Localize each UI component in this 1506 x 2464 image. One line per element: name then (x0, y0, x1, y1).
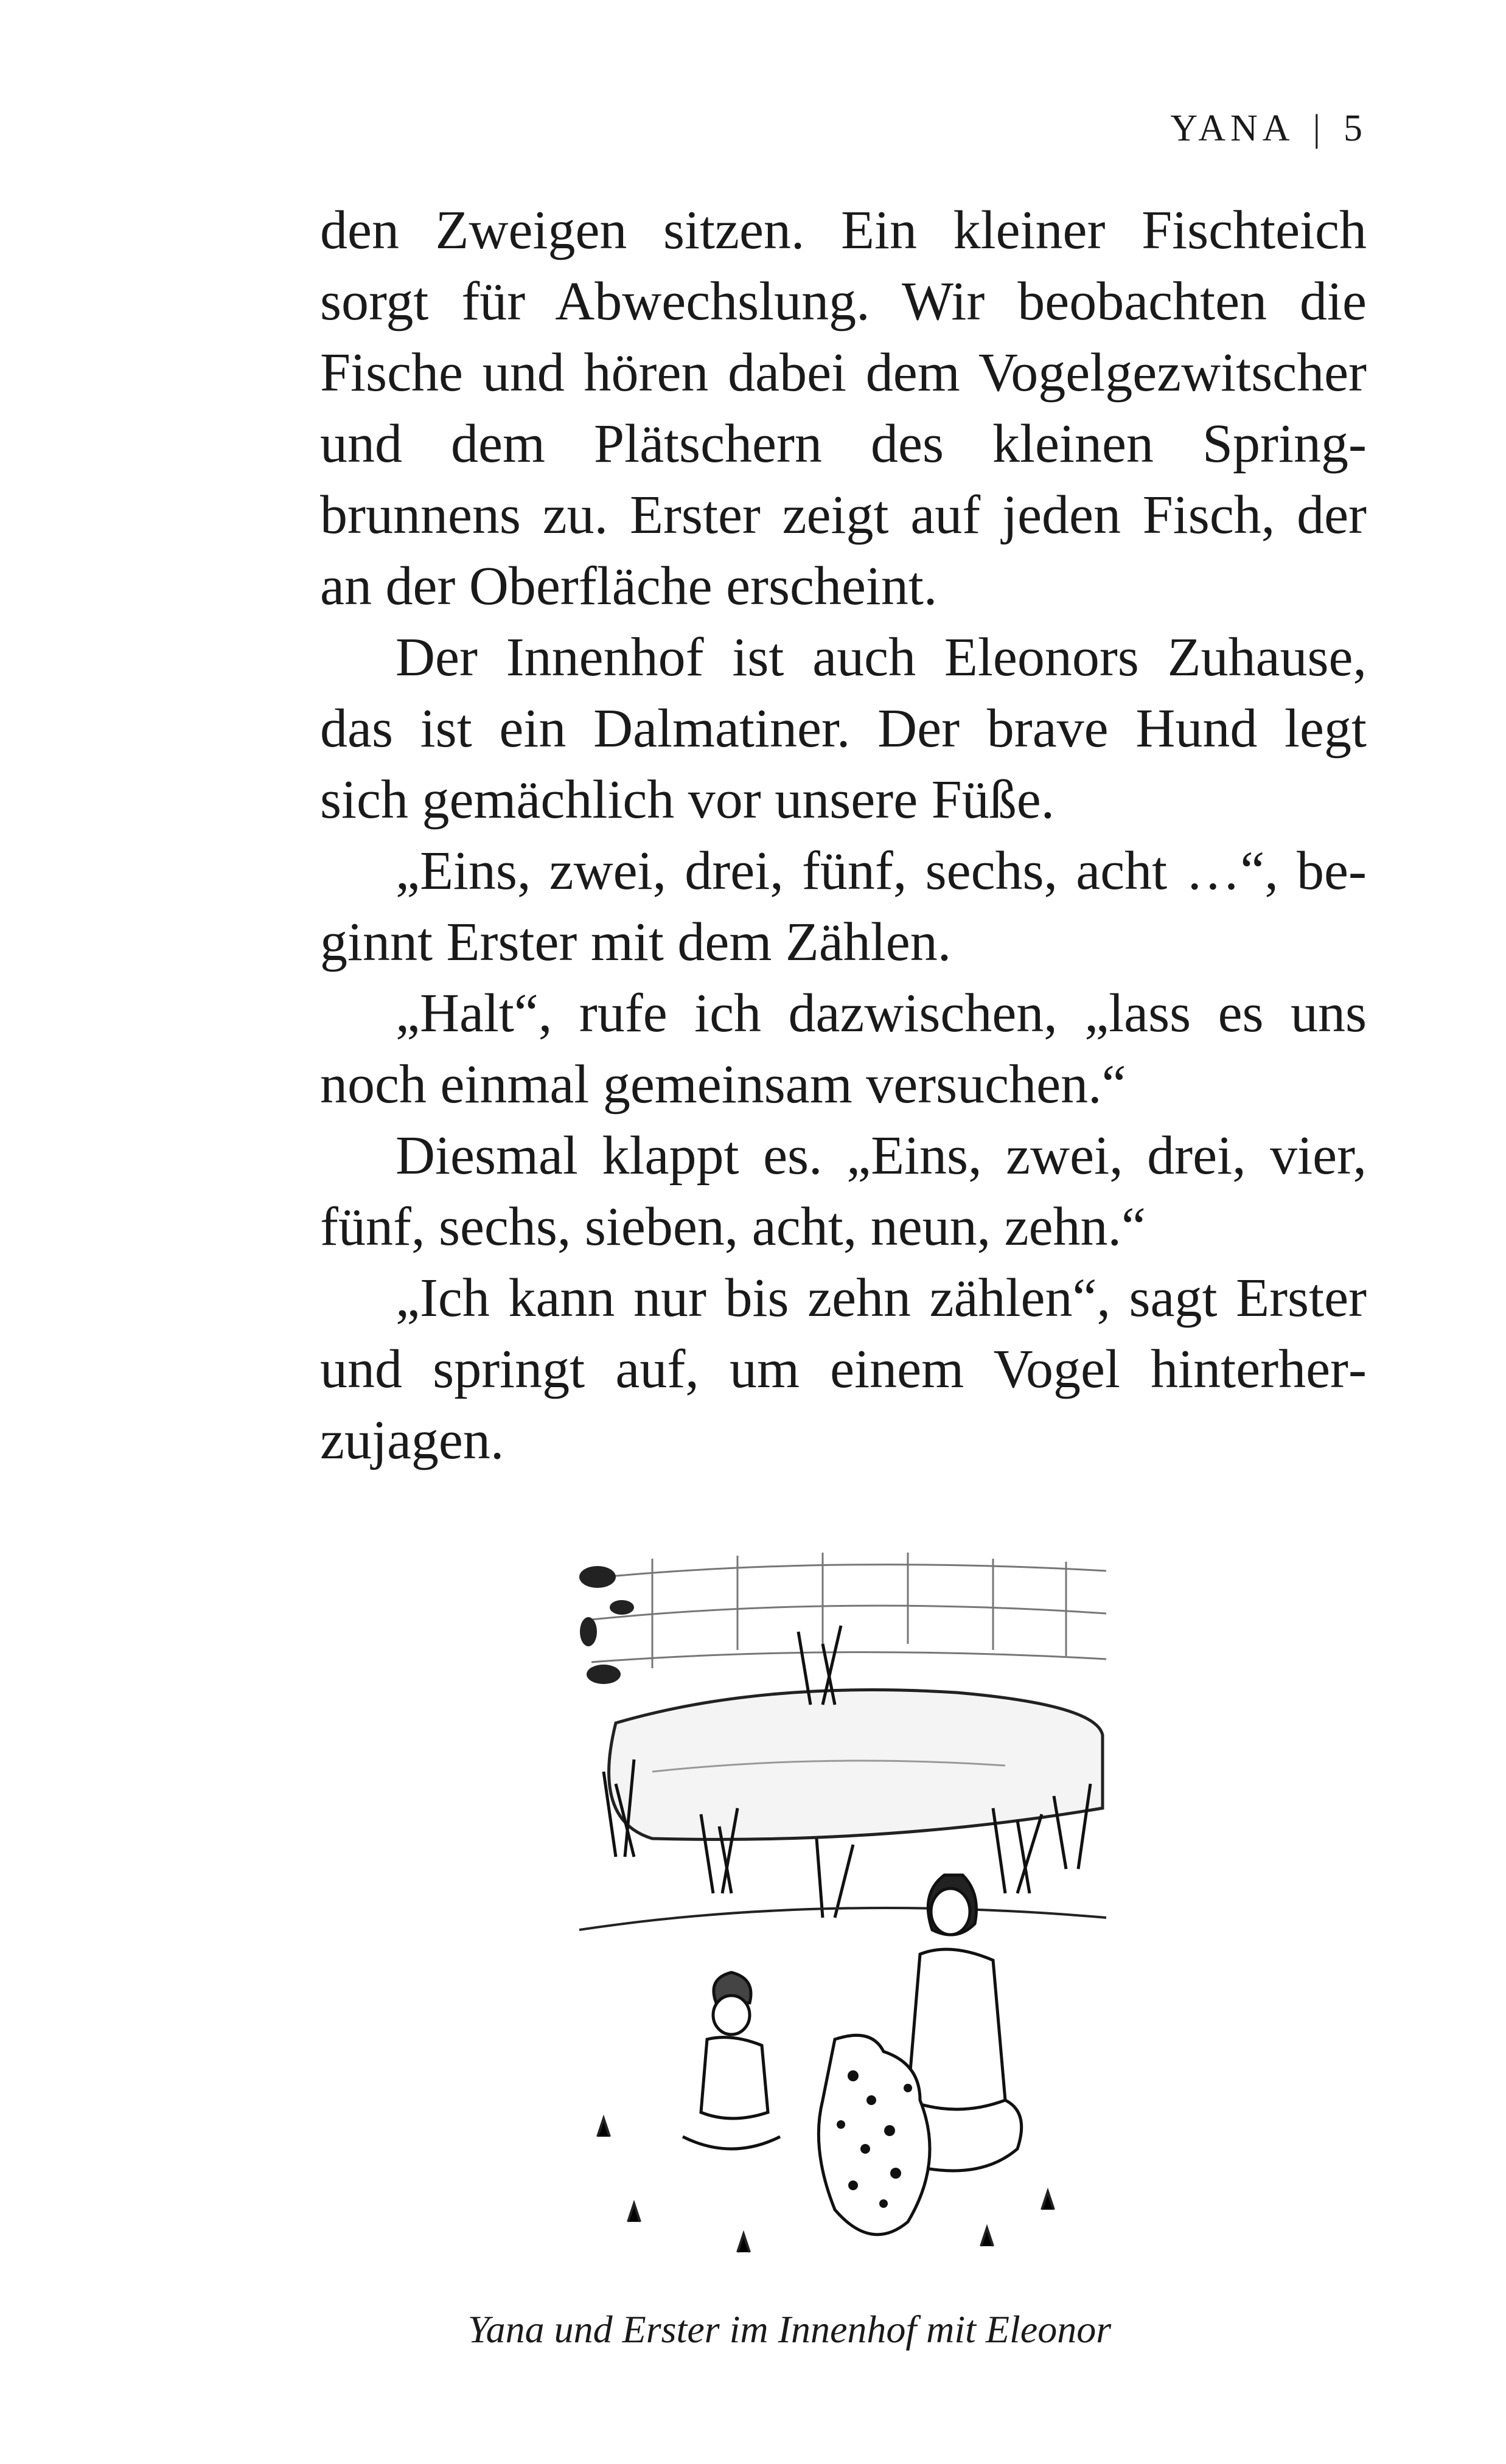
running-header (1170, 107, 1367, 150)
paragraph: Diesmal klappt es. „Eins, zwei, drei, vier, fünf, sechs, sieben, acht, neun, zehn.“ (320, 1126, 1367, 1257)
sketch-drawing (579, 1553, 1106, 2280)
header-separator: | (1313, 108, 1325, 149)
paragraph: Der Innenhof ist auch Eleonors Zuhause, das ist ein Dalmatiner. Der brave Hund legt sich gemächlich vor unsere Füße. (320, 627, 1367, 830)
illustration (579, 1553, 1106, 2280)
paragraph: den Zweigen sitzen. Ein kleiner Fischteich sorgt für Abwechslung. Wir beobachten die Fische und hören dabei dem Vogelgezwitscher und dem Plätschern des kleinen Springbrunnens zu. Erster zeigt auf jeden Fisch, der an der Oberfläche erscheint. (320, 200, 1367, 616)
page-number: 5 (1344, 108, 1367, 149)
chapter-title: YANA (1170, 108, 1295, 149)
body-text (320, 195, 1367, 1476)
paragraph: „Halt“, rufe ich dazwischen, „lass es uns noch einmal gemeinsam versuchen.“ (320, 983, 1367, 1115)
figure-caption: Yana und Erster im Innenhof mit Eleonor (467, 2308, 1112, 2351)
paragraph: „Ich kann nur bis zehn zählen“, sagt Erster und springt auf, um einem Vogel hinterherzujagen. (320, 1268, 1367, 1470)
paragraph: „Eins, zwei, drei, fünf, sechs, acht …“, beginnt Erster mit dem Zählen. (320, 841, 1367, 972)
